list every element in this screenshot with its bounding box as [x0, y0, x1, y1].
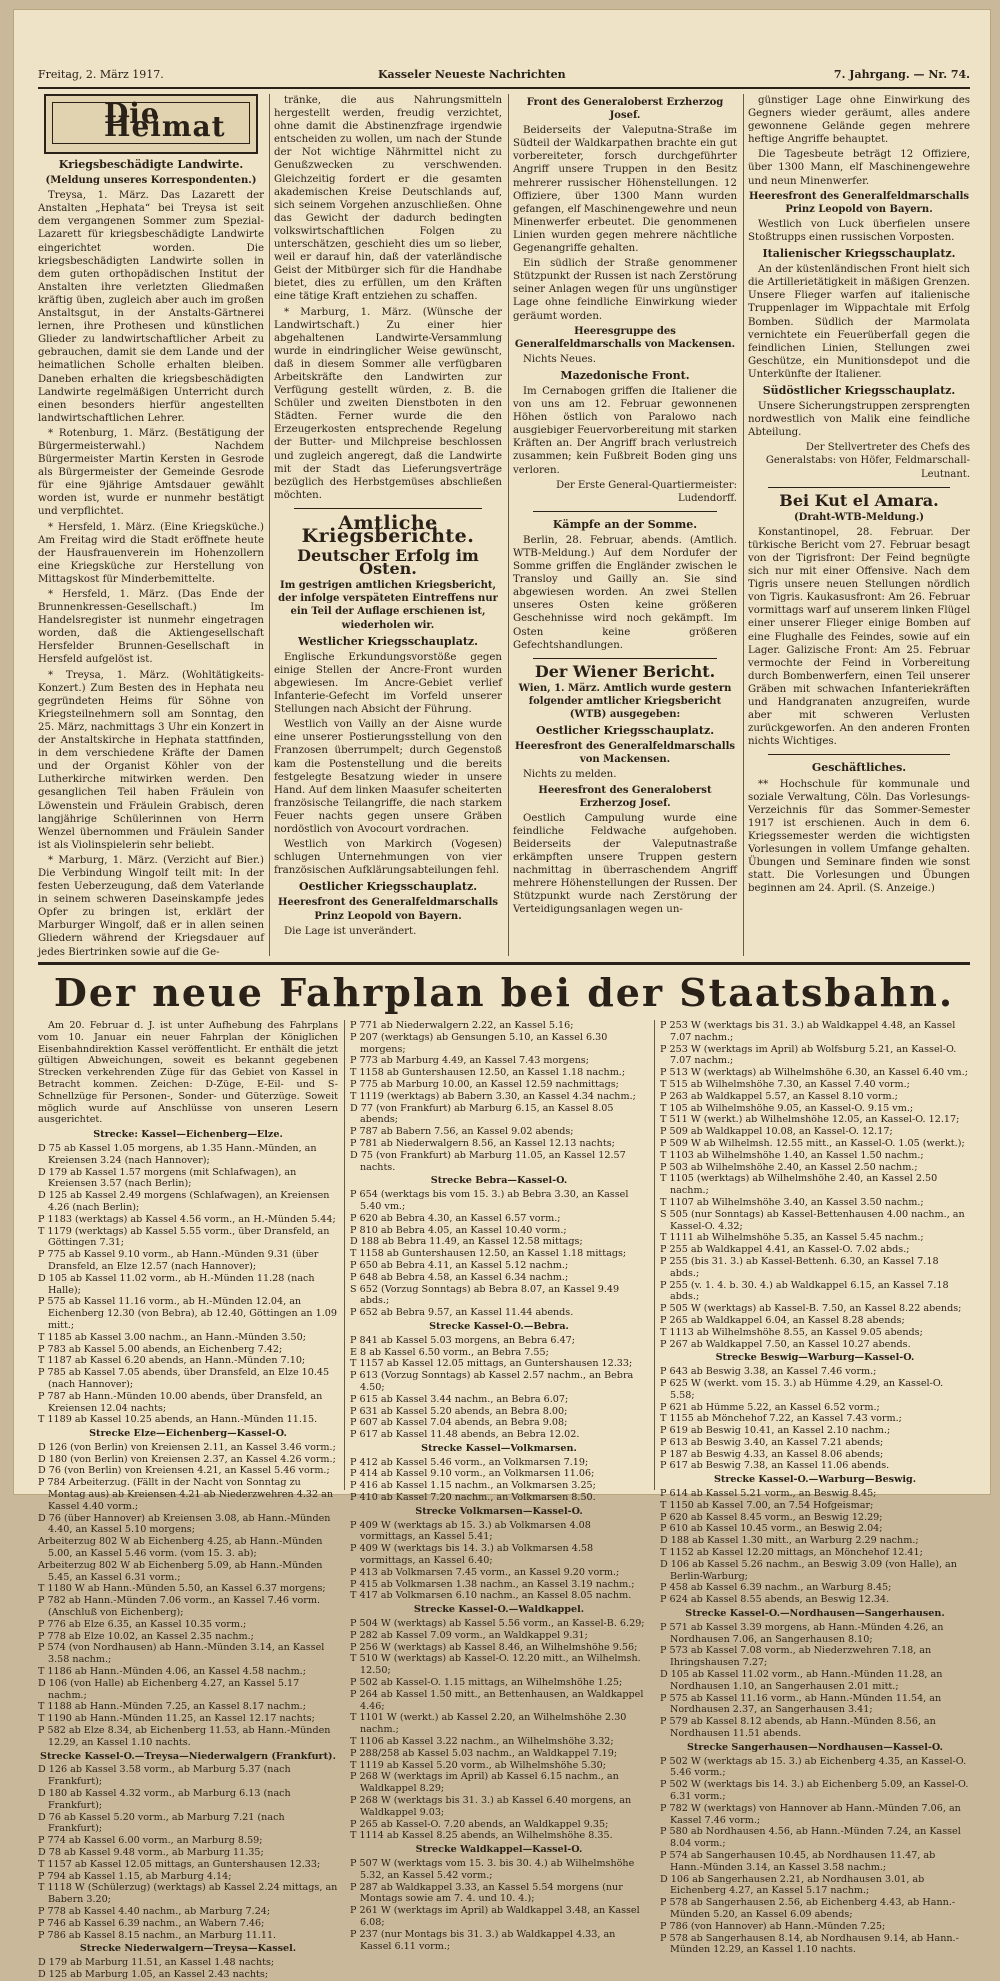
timetable-list [38, 1129, 338, 1981]
train-entry: P 187 ab Beswig 4.33, an Kassel 8.06 abends; [660, 1448, 884, 1460]
route-heading: Strecke Sangerhausen—Nordhausen—Kassel-O. [686, 1741, 944, 1753]
article-heading: Bei Kut el Amara. [779, 490, 939, 510]
train-entry: P 503 ab Wilhelmshöhe 2.40, an Kassel 2.50 nachm.; [660, 1161, 918, 1173]
route-heading: Strecke Volkmarsen—Kassel-O. [415, 1505, 583, 1517]
train-entry: P 579 ab Kassel 8.12 abends, ab Hann.-Münden 8.56, an Nordhausen 11.51 abends. [660, 1716, 936, 1740]
article-heading: Kämpfe an der Somme. [552, 517, 698, 531]
separator [768, 487, 950, 488]
train-entry: P 255 (v. 1. 4. b. 30. 4.) ab Waldkappel 6.15, an Kassel 7.18 abds.; [660, 1279, 949, 1303]
heimat-title: Die Heimat [104, 97, 226, 144]
train-entry: T 1119 (werktags) ab Babern 3.30, an Kassel 4.34 nachm.; [350, 1090, 636, 1102]
masthead-issue: 7. Jahrgang. — Nr. 74. [833, 68, 970, 81]
paragraph: An der küstenländischen Front hielt sich die Artillerietätigkeit in mäßigen Grenzen. Unsere Flieger warfen auf italienische Truppenlager im Wippachtale mit Erfolg Bomben. Südlich der Marmolata vernichtete ein Feuerüberfall gegen die feindlichen Linien, Stellungen zwei Geschütze, ein Munitionsdepot und die Unterkünfte der Italiener. [748, 264, 970, 380]
train-entry: P 620 ab Bebra 4.30, an Kassel 6.57 vorm.; [350, 1212, 561, 1224]
train-entry: P 573 ab Kassel 7.08 vorm., ab Niederzwehren 7.18, an Ihringshausen 7.27; [660, 1645, 932, 1669]
train-entry: P 775 ab Marburg 10.00, an Kassel 12.59 nachmittags; [350, 1078, 619, 1090]
train-entry: P 784 Arbeiterzug. (Fällt in der Nacht von Sonntag zu Montag aus) ab Kreiensen 4.21 ab Niederzwehren 4.32 an Kassel 4.40 vorm.; [38, 1477, 334, 1512]
train-entry: P 776 ab Elze 6.35, an Kassel 10.35 vorm.; [38, 1618, 247, 1630]
paragraph: Nichts zu melden. [523, 769, 617, 781]
section-heading: Geschäftliches. [811, 761, 907, 775]
train-entry: P 625 W (werkt. vom 15. 3.) ab Hümme 4.29, an Kassel-O. 5.58; [660, 1377, 944, 1401]
train-entry: P 614 ab Kassel 5.21 vorm., an Beswig 8.45; [660, 1488, 877, 1500]
train-entry: T 1103 ab Wilhelmshöhe 1.40, an Kassel 1.50 nachm.; [660, 1149, 924, 1161]
separator [768, 754, 950, 755]
column-divider [743, 94, 744, 956]
train-entry: P 782 ab Hann.-Münden 7.06 vorm., an Kassel 7.46 vorm. (Anschluß von Eichenberg); [38, 1595, 320, 1619]
route-heading: Strecke Kassel-O.—Nordhausen—Sangerhausen. [685, 1608, 945, 1620]
signature: Der Erste General-Quartiermeister: Ludendorff. [556, 479, 737, 504]
train-entry: T 1119 ab Kassel 5.20 vorm., ab Wilhelmshöhe 5.30; [350, 1759, 606, 1771]
paragraph: * Hersfeld, 1. März. (Das Ende der Brunnenkressen-Gesellschaft.) Im Handelsregister ist nunmehr eingetragen worden, daß die Aktiengesellschaft Hersfelder Brunnen-Gesellschaft in Hersfeld aufgelöst ist. [38, 589, 264, 666]
train-entry: D 76 (über Hannover) ab Kreiensen 3.08, ab Hann.-Münden 4.40, an Kassel 5.10 morgens; [38, 1512, 331, 1536]
train-entry: P 620 ab Kassel 8.45 vorm., an Beswig 12.29; [660, 1511, 883, 1523]
paragraph: Nichts Neues. [523, 353, 596, 365]
article-note: (Draht-WTB-Meldung.) [793, 511, 925, 523]
article-subheading: (Meldung unseres Korrespondenten.) [45, 175, 257, 187]
train-entry: P 783 ab Kassel 5.00 abends, an Eichenberg 7.42; [38, 1343, 283, 1355]
train-entry: T 1189 ab Kassel 10.25 abends, an Hann.-Münden 11.15. [38, 1414, 318, 1426]
train-entry: P 578 ab Sangerhausen 8.14, ab Nordhausen 9.14, ab Hann.-Münden 12.29, an Kassel 1.10 nachts. [660, 1932, 959, 1956]
subheading: Heeresfront des Generalfeldmarschalls Prinz Leopold von Bayern. [748, 190, 970, 215]
subheading: Heeresfront des Generalfeldmarschalls Prinz Leopold von Bayern. [277, 897, 499, 922]
train-entry: P 256 W (werktags) ab Kassel 8.46, an Wilhelmshöhe 9.56; [350, 1641, 638, 1653]
train-entry: T 1111 ab Wilhelmshöhe 5.35, an Kassel 5.45 nachm.; [660, 1232, 924, 1244]
train-entry: P 207 (werktags) ab Gensungen 5.10, an Kassel 6.30 morgens; [350, 1031, 608, 1055]
train-entry: P 786 (von Hannover) ab Hann.-Münden 7.25; [660, 1920, 886, 1932]
train-entry: P 782 W (werktags) von Hannover ab Hann.-Münden 7.06, an Kassel 7.46 vorm.; [660, 1802, 961, 1826]
train-entry: T 511 W (werkt.) ab Wilhelmshöhe 12.05, an Kassel-O. 12.17; [660, 1114, 960, 1126]
train-entry: P 615 ab Kassel 3.44 nachm., an Bebra 6.07; [350, 1393, 569, 1405]
route-heading: Strecke Elze—Eichenberg—Kassel-O. [89, 1428, 287, 1440]
train-entry: P 410 ab Kassel 7.20 nachm., an Volkmarsen 8.50. [350, 1492, 596, 1504]
train-entry: P 261 W (werktags im April) ab Waldkappel 3.48, an Kassel 6.08; [350, 1905, 640, 1928]
train-entry: P 504 W (werktags) ab Kassel 5.56 vorm., an Kassel-B. 6.29; [350, 1618, 645, 1630]
route-heading: Strecke Niederwalgern—Treysa—Kassel. [79, 1943, 297, 1955]
train-entry: P 778 ab Kassel 4.40 nachm., ab Marburg 7.24; [38, 1905, 271, 1917]
train-entry: T 1105 (werktags) ab Wilhelmshöhe 2.40, an Kassel 2.50 nachm.; [660, 1173, 938, 1197]
paragraph: Oestlich Campulung wurde eine feindliche Feldwache aufgehoben. Beiderseits der Valeputnastraße erkämpften unsere Truppen gestern nachmittag in überraschendem Angriff mehrere Höhenstellungen der Russen. Der Stützpunkt wurde nach Zerstörung der Verteidigungsanlagen wegen un- [513, 812, 737, 916]
subheading: Heeresfront des Generaloberst Erzherzog Josef. [538, 784, 712, 809]
section-rule [38, 962, 970, 965]
timetable-column-2 [350, 1020, 648, 1952]
train-entry: P 841 ab Kassel 5.03 morgens, an Bebra 6.47; [350, 1334, 575, 1346]
timetable-headline: Der neue Fahrplan bei der Staatsbahn. [53, 970, 955, 1015]
train-entry: P 416 ab Kassel 1.15 nachm., an Volkmarsen 3.25; [350, 1480, 596, 1492]
timetable-list [660, 1020, 970, 1956]
train-entry: T 1187 ab Kassel 6.20 abends, an Hann.-Münden 7.10; [38, 1355, 306, 1367]
column-4 [748, 94, 970, 956]
section-heading: Amtliche Kriegsberichte. [301, 511, 475, 547]
train-entry: S 652 (Vorzug Sonntags) ab Bebra 8.07, an Kassel 9.49 abds.; [350, 1283, 620, 1307]
train-entry: P 774 ab Kassel 6.00 vorm., an Marburg 8.59; [38, 1835, 263, 1847]
train-entry: P 255 ab Waldkappel 4.41, an Kassel-O. 7.02 abds.; [660, 1244, 910, 1256]
train-entry: P 787 ab Hann.-Münden 10.00 abends, über Dransfeld, an Kreiensen 12.04 nachts; [38, 1390, 323, 1414]
route-heading: Strecke Kassel-O.—Waldkappel. [413, 1604, 585, 1616]
train-entry: T 510 W (werktags) ab Kassel-O. 12.20 mitt., an Wilhelmsh. 12.50; [350, 1653, 641, 1677]
train-entry: P 413 ab Volkmarsen 7.45 vorm., an Kassel 9.20 vorm.; [350, 1566, 620, 1578]
train-entry: P 509 W ab Wilhelmsh. 12.55 mitt., an Kassel-O. 1.05 (werkt.); [660, 1137, 965, 1149]
train-entry: P 582 ab Elze 8.34, ab Eichenberg 11.53, ab Hann.-Münden 12.29, an Kassel 1.10 nachts. [38, 1725, 331, 1748]
train-entry: T 1190 ab Hann.-Münden 11.25, an Kassel 12.17 nachts; [38, 1713, 315, 1725]
train-entry: T 417 ab Volkmarsen 6.10 nachm., an Kassel 8.05 nachm. [350, 1590, 632, 1602]
train-entry: D 188 ab Bebra 11.49, an Kassel 12.58 mittags; [350, 1236, 583, 1248]
train-entry: P 613 ab Beswig 3.40, an Kassel 7.21 abends; [660, 1436, 884, 1448]
paragraph: Englische Erkundungsvorstöße gegen einige Stellen der Ancre-Front wurden abgewiesen. Im Ancre-Gebiet verlief Infanterie-Gefecht im Vorfeld unserer Stellungen nach Absicht der Führung. [274, 651, 502, 716]
train-entry: P 268 W (werktags im April) ab Kassel 6.15 nachm., an Waldkappel 8.29; [350, 1771, 619, 1795]
route-heading: Strecke Kassel-O.—Warburg—Beswig. [713, 1474, 917, 1486]
paragraph: Unsere Sicherungstruppen zersprengten nordwestlich von Malik eine feindliche Abteilung. [748, 401, 970, 439]
paragraph: Westlich von Markirch (Vogesen) schlugen Unternehmungen von vier französischen Aufklärungsabteilungen fehl. [274, 839, 502, 877]
separator [294, 508, 482, 509]
train-entry: P 643 ab Beswig 3.38, an Kassel 7.46 vorm.; [660, 1366, 877, 1378]
train-entry: P 415 ab Volkmarsen 1.38 nachm., an Kassel 3.19 nachm.; [350, 1578, 635, 1590]
train-entry: D 76 ab Kassel 5.20 vorm., ab Marburg 7.21 (nach Frankfurt); [38, 1811, 285, 1835]
train-entry: T 1157 ab Kassel 12.05 mittags, an Guntershausen 12.33; [350, 1358, 633, 1370]
train-entry: T 515 ab Wilhelmshöhe 7.30, an Kassel 7.40 vorm.; [660, 1078, 910, 1090]
column-divider [344, 1020, 345, 1490]
route-heading: Strecke Bebra—Kassel-O. [430, 1175, 568, 1187]
column-1 [38, 94, 264, 956]
article-heading: Kriegsbeschädigte Landwirte. [58, 158, 244, 171]
train-entry: D 106 ab Sangerhausen 2.21, ab Nordhausen 3.01, ab Eichenberg 4.27, an Kassel 5.17 nachm.; [660, 1873, 925, 1897]
train-entry: P 505 W (werktags) ab Kassel-B. 7.50, an Kassel 8.22 abends; [660, 1303, 962, 1315]
train-entry: S 505 (nur Sonntags) ab Kassel-Bettenhausen 4.00 nachm., an Kassel-O. 4.32; [660, 1208, 965, 1232]
train-entry: P 265 ab Waldkappel 6.04, an Kassel 8.28 abends; [660, 1314, 905, 1326]
train-entry: D 78 ab Kassel 9.48 vorm., ab Marburg 11.35; [38, 1846, 264, 1858]
paragraph: * Rotenburg, 1. März. (Bestätigung der Bürgermeisterwahl.) Nachdem Bürgermeister Martin Kersten in Gesrode als Bürgermeister der Gemeinde Gesrode für eine 9jährige Amtsdauer gewählt worden ist, wurde er nunmehr bestätigt und verpflichtet. [38, 427, 264, 518]
route-heading: Strecke Kassel-O.—Treysa—Niederwalgern (Frankfurt). [40, 1750, 336, 1762]
subheading: Westlicher Kriegsschauplatz. [298, 634, 478, 648]
train-entry: P 253 W (werktags bis 31. 3.) ab Waldkappel 4.48, an Kassel 7.07 nachm.; [660, 1020, 956, 1043]
train-entry: P 580 ab Nordhausen 4.56, ab Hann.-Münden 7.24, an Kassel 8.04 vorm.; [660, 1826, 961, 1850]
masthead [38, 68, 970, 88]
timetable-column-3 [660, 1020, 970, 1956]
train-entry: P 654 (werktags bis vom 15. 3.) ab Bebra 3.30, an Kassel 5.40 vm.; [350, 1189, 629, 1212]
train-entry: P 648 ab Bebra 4.58, an Kassel 6.34 nachm.; [350, 1271, 569, 1283]
train-entry: T 1185 ab Kassel 3.00 nachm., an Hann.-Münden 3.50; [38, 1331, 306, 1343]
subheading: Südöstlicher Kriegsschauplatz. [762, 383, 956, 397]
train-entry: P 575 ab Kassel 11.16 vorm., ab H.-Münden 12.04, an Eichenberg 12.30 (von Bebra), ab 12.40, Göttingen an 1.09 mitt.; [38, 1296, 338, 1331]
train-entry: T 1113 ab Wilhelmshöhe 8.55, an Kassel 9.05 abends; [660, 1326, 923, 1338]
signature: Der Stellvertreter des Chefs des Generalstabs: von Höfer, Feldmarschall-Leutnant. [765, 442, 970, 480]
paragraph: Konstantinopel, 28. Februar. Der türkische Bericht vom 27. Februar besagt von der Tigrisfront: Der Feind begnügte sich nur mit einer Offensive. Nach dem Tigris unsere neuen Stellungen nördlich von Tigris. Kaukasusfront: Am 26. Februar vormittags warf auf unserem linken Flügel einer unserer Flieger einige Bomben auf eine Flughalle des Feindes, sowie auf ein Lager. Galizische Front: Am 25. Februar vermochte der Feind in Vorbereitung durch Bombenwerfern, einen Teil unserer Gräben mit schwachen Infanteriekräften und Handgranaten anzugreifen, wurde aber mit schweren Verlusten zurückgeworfen. An den anderen Fronten nichts Wichtiges. [748, 526, 970, 748]
train-entry: T 1180 W ab Hann.-Münden 5.50, an Kassel 6.37 morgens; [38, 1583, 326, 1595]
train-entry: P 255 (bis 31. 3.) ab Kassel-Bettenh. 6.30, an Kassel 7.18 abds.; [660, 1255, 939, 1279]
paragraph: Die Lage ist unverändert. [284, 925, 417, 937]
train-entry: P 412 ab Kassel 5.46 vorm., an Volkmarsen 7.19; [350, 1456, 589, 1468]
train-entry: T 1158 ab Guntershausen 12.50, an Kassel 1.18 mittags; [350, 1248, 627, 1260]
subheading: Mazedonische Front. [560, 368, 690, 382]
train-entry: D 106 ab Kassel 5.26 nachm., an Beswig 3.09 (von Halle), an Berlin-Warburg; [660, 1558, 957, 1582]
masthead-paper-name: Kasseler Neueste Nachrichten [378, 68, 566, 81]
train-entry: Arbeiterzug 802 W ab Eichenberg 4.25, ab Hann.-Münden 5.00, an Kassel 5.46 vorm. (vom 15. 3. ab); [38, 1536, 323, 1560]
train-entry: T 1158 ab Guntershausen 12.50, an Kassel 1.18 nachm.; [350, 1067, 626, 1079]
route-heading: Strecke: Kassel—Eichenberg—Elze. [93, 1129, 283, 1141]
train-entry: T 1118 W (Schülerzug) (werktags) ab Kassel 2.24 mittags, an Babern 3.20; [38, 1882, 338, 1906]
article-heading: Deutscher Erfolg im Osten. [297, 546, 479, 579]
train-entry: P 775 ab Kassel 9.10 vorm., ab Hann.-Münden 9.31 (über Dransfeld, an Elze 12.57 (nach Hannover); [38, 1249, 319, 1272]
subheading: Oestlicher Kriegsschauplatz. [535, 724, 715, 738]
train-entry: D 77 (von Frankfurt) ab Marburg 6.15, an Kassel 8.05 abends; [350, 1102, 614, 1126]
train-entry: P 787 ab Babern 7.56, an Kassel 9.02 abends; [350, 1126, 574, 1138]
train-entry: T 1150 ab Kassel 7.00, an 7.54 Hofgeismar; [660, 1499, 874, 1511]
column-3 [513, 94, 737, 956]
separator [533, 658, 717, 659]
column-divider [508, 94, 509, 956]
train-entry: P 1183 (werktags) ab Kassel 4.56 vorm., an H.-Münden 5.44; [38, 1213, 336, 1225]
train-entry: P 571 ab Kassel 3.39 morgens, ab Hann.-Münden 4.26, an Nordhausen 7.06, an Sangerhausen 8.10; [660, 1621, 944, 1645]
train-entry: D 76 (von Berlin) von Kreiensen 4.21, an Kassel 5.46 vorm.; [38, 1465, 330, 1477]
paragraph: Westlich von Luck überfielen unsere Stoßtrupps einen russischen Vorposten. [748, 218, 970, 243]
train-entry: D 75 (von Frankfurt) ab Marburg 11.05, an Kassel 12.57 nachts. [350, 1149, 626, 1173]
train-entry: P 578 ab Sangerhausen 2.56, ab Eichenberg 4.43, ab Hann.-Münden 5.20, an Kassel 6.09 abends; [660, 1897, 956, 1920]
train-entry: P 502 W (werktags bis 14. 3.) ab Eichenberg 5.09, an Kassel-O. 6.31 vorm.; [660, 1779, 969, 1802]
train-entry: D 180 (von Berlin) von Kreiensen 2.37, an Kassel 4.26 vorm.; [38, 1453, 336, 1465]
train-entry: D 126 ab Kassel 3.58 vorm., ab Marburg 5.37 (nach Frankfurt); [38, 1764, 291, 1788]
separator [533, 511, 717, 512]
subheading: Italienischer Kriegsschauplatz. [762, 247, 956, 261]
train-entry: P 607 ab Kassel 7.04 abends, an Bebra 9.08; [350, 1417, 568, 1429]
train-entry: T 1107 ab Wilhelmshöhe 3.40, an Kassel 3.50 nachm.; [660, 1196, 924, 1208]
newspaper-page [14, 10, 990, 1980]
train-entry: P 785 ab Kassel 7.05 abends, über Dransfeld, an Elze 10.45 (nach Hannover); [38, 1367, 330, 1390]
paragraph: Beiderseits der Valeputna-Straße im Südteil der Waldkarpathen brachte ein gut vorbereiteter, forsch durchgeführter Angriff unsere Truppen in den Besitz mehrerer russischer Höhenstellungen. 12 Offiziere, über 1300 Mann wurden gefangen, elf Maschinengewehre und neun Minenwerfer erbeutet. Die genommenen Linien wurden gegen mehrere nächtliche Gegenangriffe gehalten. [513, 125, 737, 255]
train-entry: T 1101 W (werkt.) ab Kassel 2.20, an Wilhelmshöhe 2.30 nachm.; [350, 1712, 627, 1736]
train-entry: D 179 ab Kassel 1.57 morgens (mit Schlafwagen), an Kreiensen 3.57 (nach Berlin); [38, 1166, 297, 1190]
train-entry: P 778 ab Elze 10.02, an Kassel 2.35 nachm.; [38, 1630, 254, 1642]
train-entry: P 652 ab Bebra 9.57, an Kassel 11.44 abends. [350, 1307, 574, 1319]
train-entry: D 179 ab Marburg 11.51, an Kassel 1.48 nachts; [38, 1957, 275, 1969]
route-heading: Strecke Kassel-O.—Bebra. [429, 1320, 569, 1332]
train-entry: P 282 ab Kassel 7.09 vorm., an Waldkappel 9.31; [350, 1629, 588, 1641]
train-entry: Arbeiterzug 802 W ab Eichenberg 5.09, ab Hann.-Münden 5.45, an Kassel 6.31 vorm.; [38, 1559, 323, 1583]
train-entry: T 1106 ab Kassel 3.22 nachm., an Wilhelmshöhe 3.32; [350, 1736, 614, 1748]
train-entry: T 105 ab Wilhelmshöhe 9.05, an Kassel-O. 9.15 vm.; [660, 1102, 914, 1114]
column-divider [269, 94, 270, 956]
train-entry: D 105 ab Kassel 11.02 vorm., ab Hann.-Münden 11.28, an Nordhausen 1.10, an Sangerhausen 2.01 mitt.; [660, 1669, 943, 1692]
train-entry: P 288/258 ab Kassel 5.03 nachm., an Waldkappel 7.19; [350, 1747, 618, 1759]
train-entry: P 786 ab Kassel 8.15 nachm., an Marburg 11.11. [38, 1929, 277, 1941]
train-entry: P 507 W (werktags vom 15. 3. bis 30. 4.) ab Wilhelmshöhe 5.32, an Kassel 5.42 vorm.; [350, 1857, 635, 1881]
train-entry: P 409 W (werktags bis 14. 3.) ab Volkmarsen 4.58 vormittags, an Kassel 6.40; [350, 1543, 594, 1567]
route-heading: Strecke Kassel—Volkmarsen. [421, 1442, 577, 1454]
masthead-rule [38, 87, 970, 89]
train-entry: P 610 ab Kassel 10.45 vorm., an Beswig 2.04; [660, 1523, 883, 1535]
paragraph: Berlin, 28. Februar, abends. (Amtlich. WTB-Meldung.) Auf dem Nordufer der Somme griffen die Engländer zwischen le Transloy und Gailly an. Sie sind abgewiesen worden. An zwei Stellen unseres Osten keine größeren Geschehnisse wird noch gekämpft. Im Osten keine größeren Gefechtshandlungen. [513, 534, 737, 651]
train-entry: T 1155 ab Mönchehof 7.22, an Kassel 7.43 vorm.; [660, 1413, 902, 1425]
subheading: Heeresfront des Generalfeldmarschalls von Mackensen. [514, 741, 736, 766]
train-entry: P 265 ab Kassel-O. 7.20 abends, an Waldkappel 9.35; [350, 1818, 609, 1830]
train-entry: D 125 ab Kassel 2.49 morgens (Schlafwagen), an Kreiensen 4.26 (nach Berlin); [38, 1190, 330, 1213]
train-entry: P 574 ab Sangerhausen 10.45, ab Nordhausen 11.47, ab Hann.-Münden 3.14, an Kassel 3.58 nachm.; [660, 1849, 936, 1873]
train-entry: P 237 (nur Montags bis 31. 3.) ab Waldkappel 4.33, an Kassel 6.11 vorm.; [350, 1928, 616, 1952]
article-note: Wien, 1. März. Amtlich wurde gestern folgender amtlicher Kriegsbericht (WTB) ausgegeben: [518, 682, 732, 721]
article-note: Im gestrigen amtlichen Kriegsbericht, der infolge verspäteten Eintreffens nur ein Teil der Auflage erschienen ist, wiederholen wir. [278, 580, 498, 631]
paragraph: Im Cernabogen griffen die Italiener die von uns am 12. Februar gewonnenen Höhen östlich von Paralowo nach ausgiebiger Feuervorbereitung mit starken Kräften an. Der Angriff brach verlustreich zusammen; kein Fußbreit Boden ging uns verloren. [513, 385, 737, 476]
train-entry: P 575 ab Kassel 11.16 vorm., ab Hann.-Münden 11.54, an Nordhausen 2.37, an Sangerhausen 3.41; [660, 1692, 942, 1716]
train-entry: D 125 ab Marburg 1.05, an Kassel 2.43 nachts; [38, 1968, 269, 1980]
paragraph: * Treysa, 1. März. (Wohltätigkeits-Konzert.) Zum Besten des in Hephata neu gegründeten Heims für Söhne von Kriegsteilnehmern soll am Sonntag, den 25. März, nachmittags 3 Uhr ein Konzert in der Anstaltskirche in Hephata stattfinden, in dem verschiedene Kräfte der Damen und der Organist Köhler von der Lutherkirche mitwirken werden. Den gesanglichen Teil haben Fräulein von Löwenstein und Fräulein Grabisch, deren langjährige Schülerinnen von Herrn Wenzel übernommen und Fräulein Sander ist als Violinspielerin sehr beliebt. [38, 669, 264, 851]
timetable-intro: Am 20. Februar d. J. ist unter Aufhebung des Fahrplans vom 10. Januar ein neuer Fahrplan der Königlichen Eisenbahndirektion Kassel veröffentlicht. Er enthält die jetzt gültigen Abweichungen, soweit es bekannt gegebenen Strecken verkehrenden Züge für das Gebiet von Kassel in Betracht kommen. Zeichen: D-Züge, E-Eil- und S-Schnellzüge für Personen-, Sonder- und Güterzüge. Soweit möglich wurde auf Anschlüsse von unseren Lesern ausgerichtet. [38, 1020, 338, 1126]
train-entry: D 106 (von Halle) ab Eichenberg 4.27, an Kassel 5.17 nachm.; [38, 1677, 300, 1701]
train-entry: P 502 W (werktags ab 15. 3.) ab Eichenberg 4.35, an Kassel-O. 5.46 vorm.; [660, 1755, 967, 1779]
subheading: Heeresgruppe des Generalfeldmarschalls von Mackensen. [514, 325, 736, 350]
train-entry: D 105 ab Kassel 11.02 vorm., ab H.-Münden 11.28 (nach Halle); [38, 1272, 315, 1296]
column-divider [654, 1020, 655, 1490]
paragraph: Die Tagesbeute beträgt 12 Offiziere, über 1300 Mann, elf Maschinengewehre und neun Minenwerfer. [748, 149, 970, 187]
train-entry: P 771 ab Niederwalgern 2.22, an Kassel 5.16; [350, 1020, 574, 1031]
train-entry: P 781 ab Niederwalgern 8.56, an Kassel 12.13 nachts; [350, 1137, 615, 1149]
route-heading: Strecke Waldkappel—Kassel-O. [415, 1844, 583, 1856]
train-entry: P 253 W (werktags im April) ab Wolfsburg 5.21, an Kassel-O. 7.07 nachm.; [660, 1043, 957, 1067]
train-entry: T 1157 ab Kassel 12.05 mittags, an Guntershausen 12.33; [38, 1858, 321, 1870]
train-entry: T 1114 ab Kassel 8.25 abends, an Wilhelmshöhe 8.35. [350, 1830, 613, 1842]
train-entry: P 574 (von Nordhausen) ab Hann.-Münden 3.14, an Kassel 3.58 nachm.; [38, 1642, 325, 1666]
train-entry: T 1152 ab Kassel 12.20 mittags, an Mönchehof 12.41; [660, 1547, 923, 1559]
train-entry: P 794 ab Kassel 1.15, ab Marburg 4.14; [38, 1870, 232, 1882]
train-entry: E 8 ab Kassel 6.50 vorm., an Bebra 7.55; [350, 1346, 549, 1358]
train-entry: P 631 ab Kassel 5.20 abends, an Bebra 8.00; [350, 1405, 568, 1417]
train-entry: P 810 ab Bebra 4.05, an Kassel 10.40 vorm.; [350, 1224, 567, 1236]
train-entry: P 264 ab Kassel 1.50 mitt., an Bettenhausen, an Waldkappel 4.46; [350, 1688, 644, 1712]
train-entry: D 126 (von Berlin) von Kreiensen 2.11, an Kassel 3.46 vorm.; [38, 1441, 336, 1453]
train-entry: P 619 ab Beswig 10.41, an Kassel 2.10 nachm.; [660, 1425, 891, 1437]
train-entry: P 502 ab Kassel-O. 1.15 mittags, an Wilhelmshöhe 1.25; [350, 1677, 623, 1689]
paragraph: * Hersfeld, 1. März. (Eine Kriegsküche.) Am Freitag wird die Stadt eröffnete heute der Hausfrauenverein im Hohenzollern eine Kriegsküche zur Herstellung von Mittagskost für Minderbemittelte. [38, 521, 264, 585]
column-2 [274, 94, 502, 956]
paragraph: tränke, die aus Nahrungsmitteln hergestellt werden, freudig verzichtet, ohne damit die Abstinenzfrage irgendwie entscheiden zu wollen, um nach der Stunde der Not wichtige Nährmittel nicht zu Genußzwecken zu verschwenden. Gleichzeitig fordert er die gesamten akademischen Kreise Deutschlands auf, sich seinem Vorgehen anzuschließen. Ohne das Gewicht der dadurch bedingten volkswirtschaftlichen Folgen zu unterschätzen, geschieht dies um so lieber, weil er darauf hin, daß der vaterländische Geist der Mitbürger sich für die Handhabe bietet, dies zu erfüllen, um den Kräften eine tätige Kraft entziehen zu schaffen. [274, 95, 502, 303]
train-entry: P 624 ab Kassel 8.55 abends, an Beswig 12.34. [660, 1594, 890, 1606]
heimat-vignette [44, 94, 258, 154]
train-entry: P 650 ab Bebra 4.11, an Kassel 5.12 nachm.; [350, 1259, 569, 1271]
paragraph: günstiger Lage ohne Einwirkung des Gegners wieder geräumt, alles andere gewonnene Gelände gegen mehrere heftige Angriffe behauptet. [748, 95, 970, 146]
train-entry: D 188 ab Kassel 1.30 mitt., an Warburg 2.29 nachm.; [660, 1535, 919, 1547]
train-entry: P 621 ab Hümme 5.22, an Kassel 6.52 vorm.; [660, 1401, 880, 1413]
paragraph: Westlich von Vailly an der Aisne wurde eine unserer Postierungsstellung von den Franzosen überrumpelt; durch Gegenstoß kam die Postenstellung und die bereits festgelegte Besatzung wieder in unsere Hand. Auf dem linken Maasufer scheiterten französische Teilangriffe, die nach starkem Feuer nachts gegen unsere Gräben nordöstlich von Avocourt vordrachen. [274, 719, 502, 835]
subheading: Front des Generaloberst Erzherzog Josef. [526, 97, 724, 122]
train-entry: P 458 ab Kassel 6.39 nachm., an Warburg 8.45; [660, 1582, 892, 1594]
paragraph: ** Hochschule für kommunale und soziale Verwaltung, Cöln. Das Vorlesungs-Verzeichnis für das Sommer-Semester 1917 ist erschienen. Auch in dem 6. Kriegssemester werden die wichtigsten Vorlesungen in vollem Umfange gehalten. Übungen und Seminare finden wie sonst statt. Die Vorlesungen und Übungen beginnen am 24. April. (S. Anzeige.) [748, 778, 970, 895]
train-entry: P 513 W (werktags) ab Wilhelmshöhe 6.30, an Kassel 6.40 vm.; [660, 1067, 968, 1079]
paragraph: * Marburg, 1. März. (Verzicht auf Bier.) Die Verbindung Wingolf teilt mit: In der festen Ueberzeugung, daß dem Vaterlande in seinem schweren Daseinskampfe jedes Opfer zu bringen ist, erklärt der Marburger Wingolf, daß er in allen seinen Gliedern während der Kriegsdauer auf jedes Biertrinken sowie auf die Ge- [38, 854, 264, 958]
route-heading: Strecke Beswig—Warburg—Kassel-O. [715, 1352, 915, 1364]
train-entry: P 414 ab Kassel 9.10 vorm., an Volkmarsen 11.06; [350, 1468, 595, 1480]
train-entry: P 409 W (werktags ab 15. 3.) ab Volkmarsen 4.08 vormittags, an Kassel 5.41; [350, 1519, 591, 1543]
train-entry: P 267 ab Waldkappel 7.50, an Kassel 10.27 abends. [660, 1338, 911, 1350]
train-entry: P 509 ab Waldkappel 10.08, an Kassel-O. 12.17; [660, 1126, 893, 1138]
train-entry: P 617 ab Beswig 7.38, an Kassel 11.06 abends. [660, 1460, 890, 1472]
timetable-column-1 [38, 1020, 338, 1980]
train-entry: D 75 ab Kassel 1.05 morgens, ab 1.35 Hann.-Münden, an Kreiensen 3.24 (nach Hannover); [38, 1142, 317, 1166]
train-entry: P 613 (Vorzug Sonntags) ab Kassel 2.57 nachm., an Bebra 4.50; [350, 1370, 634, 1393]
paragraph: Ein südlich der Straße genommener Stützpunkt der Russen ist nach Zerstörung seiner Anlagen wegen für uns ungünstiger Lage ohne feindliche Einwirkung wieder geräumt worden. [513, 258, 737, 322]
paragraph: Treysa, 1. März. Das Lazarett der Anstalten „Hephata“ bei Treysa ist seit dem vergangenen Sommer zum Spezial-Lazarett für kriegsbeschädigte Landwirte eingerichtet worden. Die kriegsbeschädigten Landwirte sollen in dem guten orthopädischen Institut der Anstalten ihre verletzten Gliedmaßen kräftig üben, zugleich aber auch im großen Anstaltsgut, in der Anstalts-Gärtnerei lernen, ihre Prothesen und künstlichen Glieder zu landwirtschaftlicher Arbeit zu gebrauchen, damit sie dem Lande und der heimatlichen Scholle erhalten bleiben. Daneben erhalten die kriegsbeschädigten Landwirte regelmäßigen Unterricht durch einen besonders hierfür angestellten landwirtschaftlichen Lehrer. [38, 190, 264, 424]
train-entry: P 263 ab Waldkappel 5.57, an Kassel 8.10 vorm.; [660, 1090, 898, 1102]
masthead-date: Freitag, 2. März 1917. [38, 68, 164, 81]
article-heading: Der Wiener Bericht. [534, 661, 716, 681]
train-entry: P 773 ab Marburg 4.49, an Kassel 7.43 morgens; [350, 1055, 589, 1067]
train-entry: P 746 ab Kassel 6.39 nachm., an Wabern 7.46; [38, 1917, 265, 1929]
train-entry: T 1179 (werktags) ab Kassel 5.55 vorm., über Dransfeld, an Göttingen 7.31; [38, 1225, 330, 1249]
train-entry: P 617 ab Kassel 11.48 abends, an Bebra 12.02. [350, 1429, 580, 1441]
subheading: Oestlicher Kriegsschauplatz. [298, 880, 478, 894]
train-entry: T 1188 ab Hann.-Münden 7.25, an Kassel 8.17 nachm.; [38, 1701, 306, 1713]
train-entry: D 180 ab Kassel 4.32 vorm., ab Marburg 6.13 (nach Frankfurt); [38, 1788, 291, 1811]
train-entry: P 287 ab Waldkappel 3.33, an Kassel 5.54 morgens (nur Montags sowie am 7. 4. und 10. 4.); [350, 1881, 623, 1905]
train-entry: P 268 W (werktags bis 31. 3.) ab Kassel 6.40 morgens, an Waldkappel 9.03; [350, 1795, 632, 1818]
train-entry: T 1186 ab Hann.-Münden 4.06, an Kassel 4.58 nachm.; [38, 1666, 306, 1678]
paragraph: * Marburg, 1. März. (Wünsche der Landwirtschaft.) Zu einer hier abgehaltenen Landwirte-Versammlung wurde in eindringlicher Weise gewünscht, daß in diesem Sommer alle verfügbaren Arbeitskräfte den Landwirten zur Verfügung gestellt würden, z. B. die Schüler und zweiten Dienstboten in den Städten. Ferner wurde die den Erzeugerkosten entsprechende Regelung der Butter- und Milchpreise beschlossen und zugleich angeregt, daß die Landwirte mit der Stadt das Lieferungsverträge bezüglich des Herbstgemüses abschließen möchten. [274, 306, 502, 501]
timetable-list [350, 1020, 648, 1952]
